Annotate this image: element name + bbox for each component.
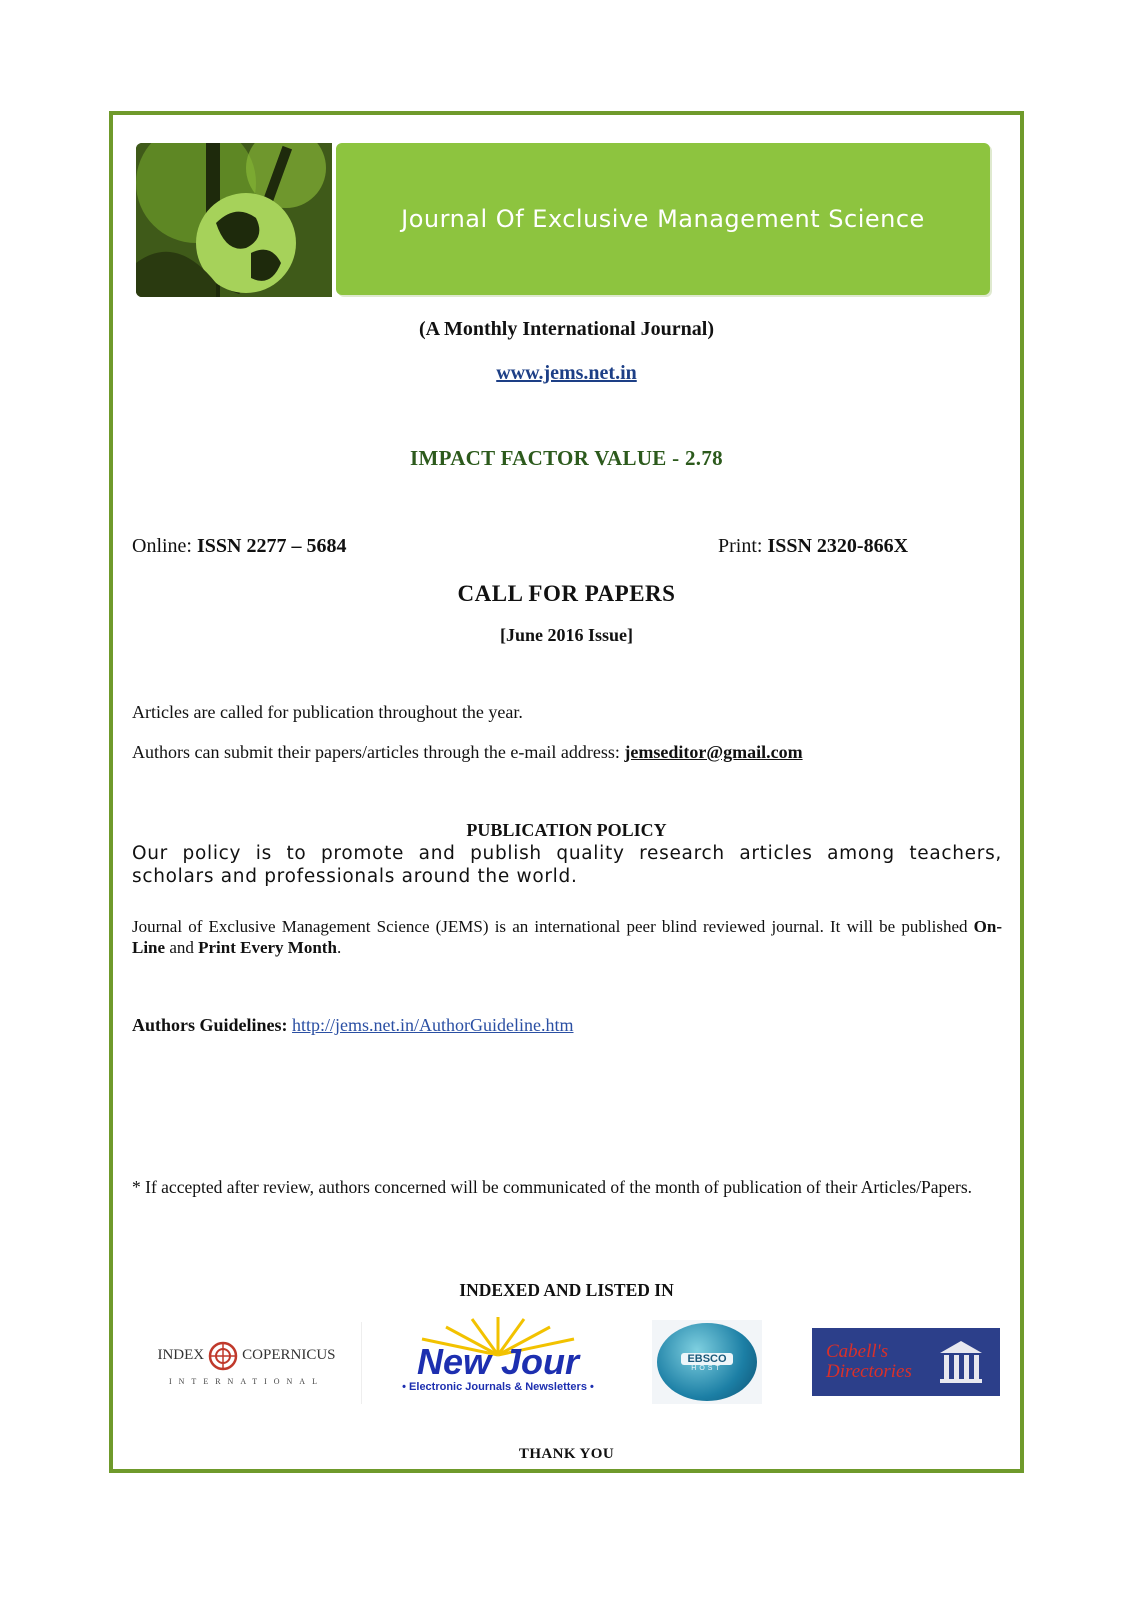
jems-prefix: Journal of Exclusive Management Science (JEMS) is an international peer blind reviewed journal. It will be published — [132, 917, 974, 936]
ebsco-host-logo[interactable] — [652, 1320, 762, 1404]
policy-text: Our policy is to promote and publish quality research articles among teachers, scholars and professionals around the world. — [132, 843, 1002, 887]
submission-prefix: Authors can submit their papers/articles through the e-mail address: — [132, 742, 625, 762]
guidelines-link[interactable]: http://jems.net.in/AuthorGuideline.htm — [292, 1015, 574, 1035]
issn-online — [132, 535, 346, 558]
website-link[interactable]: www.jems.net.in — [496, 362, 637, 384]
submission-text — [132, 742, 803, 763]
guidelines-label: Authors Guidelines: — [132, 1015, 293, 1035]
issn-print-value: ISSN 2320-866X — [767, 535, 909, 557]
newjour-logo[interactable] — [382, 1315, 614, 1407]
acceptance-note: * If accepted after review, authors concerned will be communicated of the month of publication of their Articles/Papers. — [132, 1177, 973, 1197]
journal-subtitle: (A Monthly International Journal) — [418, 318, 715, 340]
ic-sub-text: INTERNATIONAL — [168, 1376, 324, 1386]
banner-title-box — [336, 143, 990, 295]
author-guidelines — [132, 1015, 574, 1036]
issn-print-label: Print: — [718, 535, 768, 557]
ebsco-circle-icon — [657, 1323, 757, 1401]
and-text: and — [165, 938, 199, 957]
period-text: . — [336, 938, 342, 957]
globe-tree-icon — [136, 143, 332, 297]
page-frame — [109, 111, 1024, 1473]
cabells-logo[interactable] — [812, 1328, 1000, 1396]
issn-online-label: Online: — [132, 535, 197, 557]
index-copernicus-logo[interactable] — [132, 1322, 362, 1404]
jems-description — [132, 916, 1002, 958]
email-link[interactable]: jemseditor@gmail.com — [624, 742, 803, 762]
pillar-building-icon — [936, 1337, 986, 1387]
ic-left-text: INDEX — [157, 1347, 205, 1363]
online-bold: On-Line — [132, 917, 1002, 957]
impact-factor: IMPACT FACTOR VALUE - 2.78 — [410, 446, 723, 470]
newjour-sub: • Electronic Journals & Newsletters • — [402, 1381, 594, 1393]
indexed-heading: INDEXED AND LISTED IN — [459, 1280, 674, 1300]
newjour-title: New Jour — [416, 1341, 580, 1382]
copernicus-swirl-icon — [208, 1341, 238, 1371]
call-for-papers-heading: CALL FOR PAPERS — [457, 581, 676, 606]
articles-called-text: Articles are called for publication throughout the year. — [132, 702, 523, 722]
publication-policy-heading: PUBLICATION POLICY — [466, 820, 667, 840]
issn-online-value: ISSN 2277 – 5684 — [197, 535, 347, 557]
ic-right-text: COPERNICUS — [242, 1347, 336, 1363]
print-every-month-bold: Print Every Month — [198, 938, 337, 957]
cabells-text: Cabell's Directories — [826, 1341, 912, 1382]
journal-banner — [136, 143, 990, 297]
ebsco-host-text: HOST — [691, 1364, 723, 1372]
journal-title: Journal Of Exclusive Management Science — [401, 205, 925, 233]
issue-label: [June 2016 Issue] — [499, 625, 633, 645]
issn-print — [718, 535, 908, 558]
thank-you-text: THANK YOU — [518, 1446, 615, 1462]
ebsco-text: EBSCO — [681, 1353, 732, 1365]
